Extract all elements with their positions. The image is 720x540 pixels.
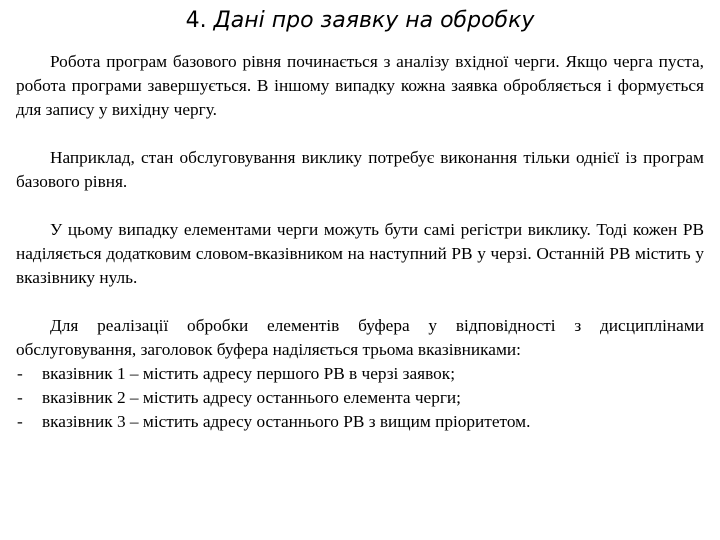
paragraph-buffer-header: Для реалізації обробки елементів буфера у відповідності з дисциплінами обслуговування, заголовок буфера наділяється трьома вказівниками: (16, 316, 704, 359)
list-item-text: вказівник 2 – містить адресу останнього елемента черги; (42, 388, 461, 407)
list-item-text: вказівник 1 – містить адресу першого РВ в черзі заявок; (42, 364, 456, 383)
list-bullet: - (17, 388, 23, 407)
list-bullet: - (17, 364, 23, 383)
slide-title (0, 6, 720, 36)
list-bullet: - (17, 412, 23, 431)
title-text: Дані про заявку на обробку (213, 8, 535, 33)
paragraph-queue-elements: У цьому випадку елементами черги можуть бути самі регістри виклику. Тоді кожен РВ наділяється додатковим словом-вказівником на наступний РВ у черзі. Останній РВ містить у вказівнику нуль. (16, 220, 704, 287)
slide-body (16, 50, 704, 434)
list-item-text: вказівник 3 – містить адресу останнього РВ з вищим пріоритетом. (42, 412, 531, 431)
list-item (16, 386, 704, 410)
paragraph-base-level: Робота програм базового рівня починається з аналізу вхідної черги. Якщо черга пуста, робота програми завершується. В іншому випадку кожна заявка обробляється і формується для запису у вихідну чергу. (16, 52, 704, 119)
title-number: 4. (185, 8, 214, 33)
pointer-list (16, 362, 704, 434)
list-item (16, 410, 704, 434)
list-item (16, 362, 704, 386)
paragraph-example: Наприклад, стан обслуговування виклику потребує виконання тільки однієї із програм базового рівня. (16, 148, 704, 191)
